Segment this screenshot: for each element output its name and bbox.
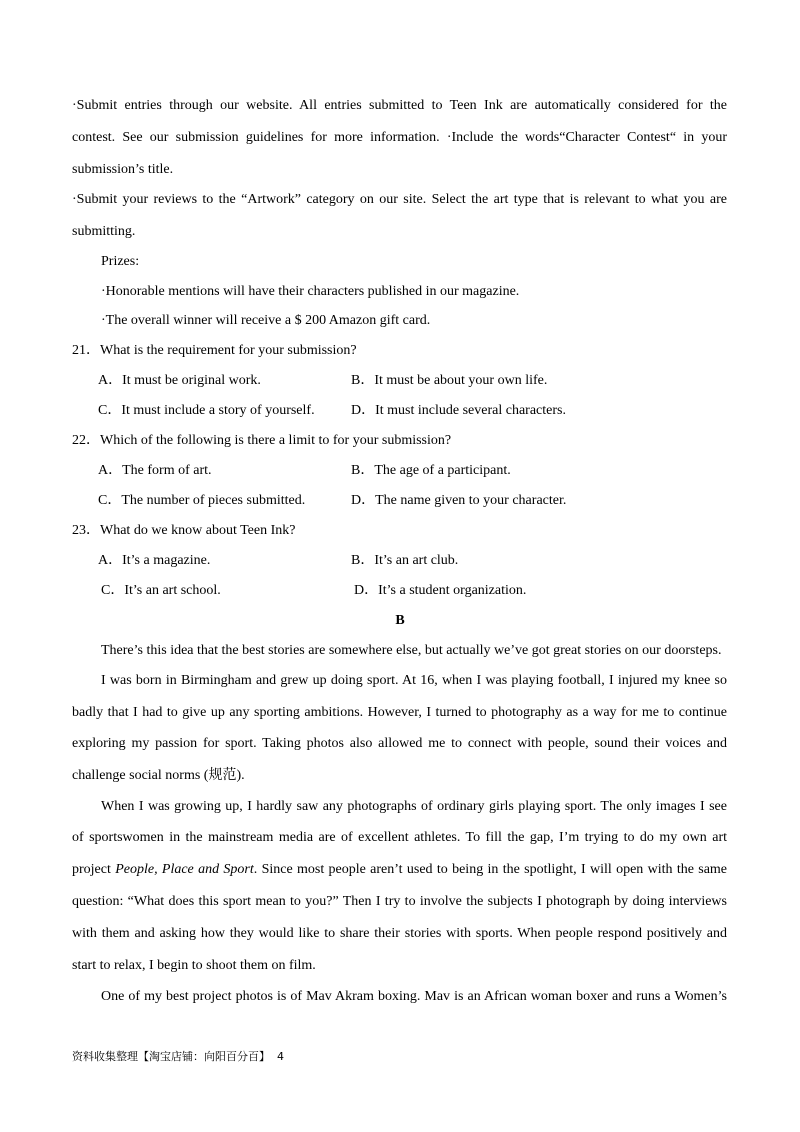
option-c: C．It must include a story of yourself.: [98, 403, 315, 418]
option-d: D．It’s a student organization.: [354, 583, 527, 598]
option-a: A．It’s a magazine.: [98, 553, 211, 568]
paragraph-line: ·Submit your reviews to the “Artwork” category on our site. Select the art type that is relevant to what you are: [72, 192, 727, 207]
footer-text: 资料收集整理【淘宝店铺：向阳百分百】: [72, 1050, 270, 1063]
paragraph-line: ·Submit entries through our website. All entries submitted to Teen Ink are automatically considered for the: [72, 98, 727, 113]
paragraph-line: One of my best project photos is of Mav Akram boxing. Mav is an African woman boxer and runs a Women’s: [101, 989, 727, 1004]
option-d: D．It must include several characters.: [351, 403, 566, 418]
paragraph-line: with them and asking how they would like to share their stories with sports. When people respond positively and: [72, 926, 727, 941]
text-run: project: [72, 862, 116, 877]
option-c: C．The number of pieces submitted.: [98, 493, 306, 508]
prize-item: ·Honorable mentions will have their characters published in our magazine.: [101, 284, 520, 299]
option-c: C．It’s an art school.: [101, 583, 221, 598]
option-d: D．The name given to your character.: [351, 493, 567, 508]
paragraph-line: When I was growing up, I hardly saw any photographs of ordinary girls playing sport. The only images I see: [101, 799, 727, 814]
paragraph-line: submitting.: [72, 224, 136, 239]
paragraph-line: challenge social norms (规范).: [72, 768, 245, 783]
paragraph-line: [72, 861, 727, 879]
question-stem: 21．What is the requirement for your submission?: [72, 343, 357, 358]
text-run: . Since most people aren’t used to being in the spotlight, I will open with the same: [253, 862, 727, 877]
paragraph-line: question: “What does this sport mean to you?” Then I try to involve the subjects I photograph by doing interviews: [72, 894, 727, 909]
section-heading: B: [395, 613, 405, 628]
question-stem: 22．Which of the following is there a limit to for your submission?: [72, 433, 452, 448]
option-b: B．The age of a participant.: [351, 463, 511, 478]
option-b: B．It must be about your own life.: [351, 373, 548, 388]
paragraph-line: exploring my passion for sport. Taking photos also allowed me to connect with people, sound their voices and: [72, 736, 727, 751]
paragraph-line: contest. See our submission guidelines for more information. ·Include the words“Character Contest“ in your: [72, 130, 727, 145]
question-stem: 23．What do we know about Teen Ink?: [72, 523, 296, 538]
prizes-label: Prizes:: [101, 254, 140, 269]
page-number: 4: [277, 1050, 284, 1063]
prize-item: ·The overall winner will receive a $ 200 Amazon gift card.: [101, 313, 431, 328]
project-title: People, Place and Sport: [115, 862, 254, 877]
paragraph-line: There’s this idea that the best stories are somewhere else, but actually we’ve got great stories on our doorsteps.: [101, 643, 722, 658]
paragraph-line: I was born in Birmingham and grew up doing sport. At 16, when I was playing football, I injured my knee so: [101, 673, 727, 688]
page-footer: [72, 1050, 284, 1064]
option-a: A．The form of art.: [98, 463, 212, 478]
paragraph-line: of sportswomen in the mainstream media are of excellent athletes. To fill the gap, I’m trying to do my own art: [72, 830, 727, 845]
paragraph-line: submission’s title.: [72, 162, 174, 177]
paragraph-line: badly that I had to give up any sporting ambitions. However, I turned to photography as a way for me to continue: [72, 705, 727, 720]
option-a: A．It must be original work.: [98, 373, 261, 388]
paragraph-line: start to relax, I begin to shoot them on film.: [72, 958, 316, 973]
option-b: B．It’s an art club.: [351, 553, 459, 568]
